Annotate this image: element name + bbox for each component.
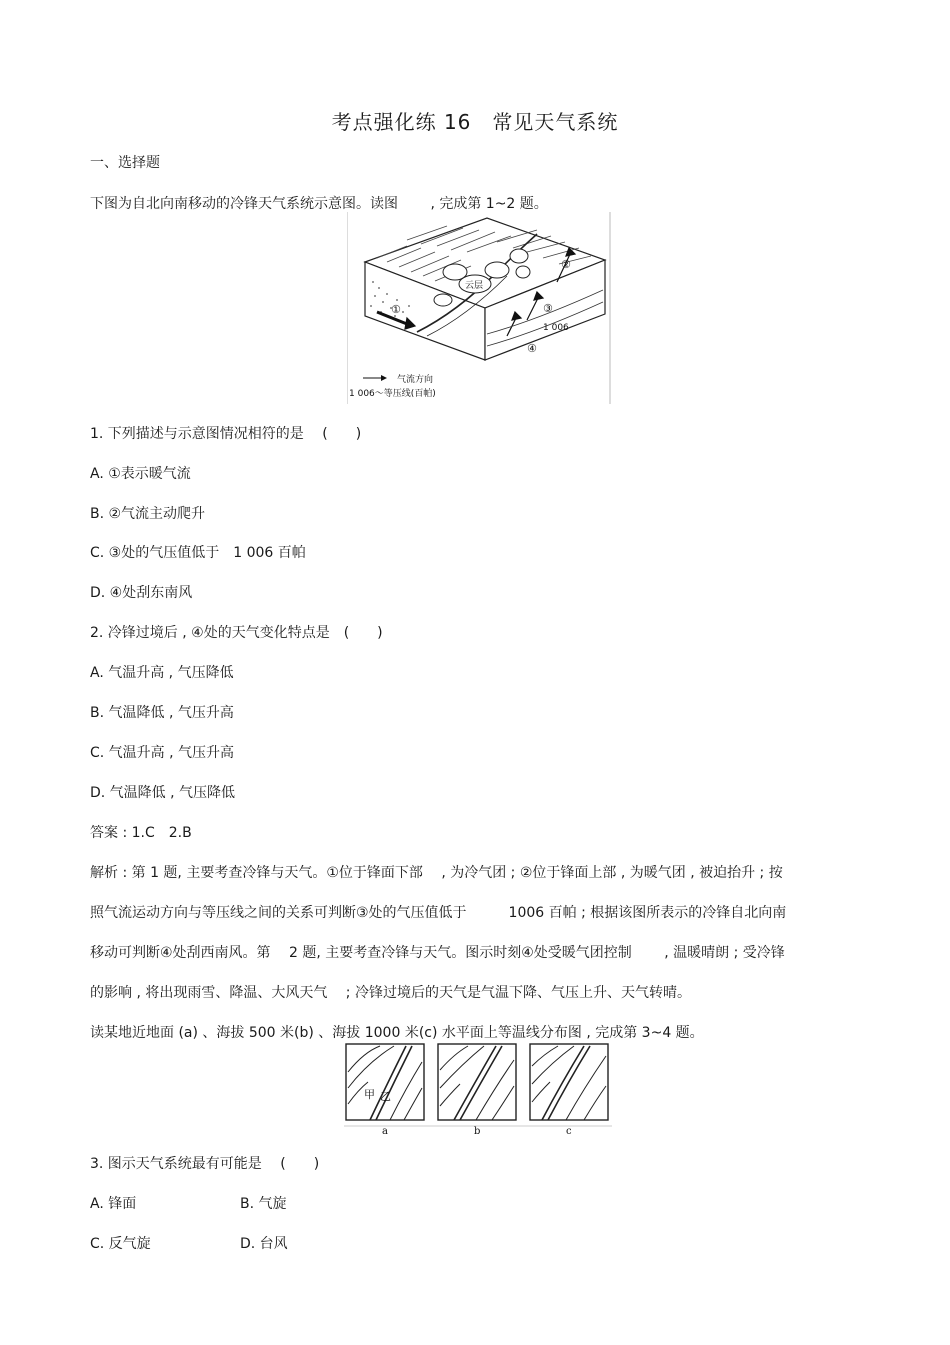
- intro-paragraph-2: 读某地近地面 (a) 、海拔 500 米(b) 、海拔 1000 米(c) 水平面上等温线分布图 , 完成第 3~4 题。: [90, 1025, 704, 1041]
- mark-2: ②: [561, 258, 571, 271]
- page-title: 考点强化练 16 常见天气系统: [331, 110, 619, 134]
- cloud-label: 云层: [465, 281, 484, 291]
- analysis-line-2: 照气流运动方向与等压线之间的关系可判断③处的气压值低于 1006 百帕 ; 根据该图所表示的冷锋自北向南: [90, 905, 787, 921]
- q3-option-d: D. 台风: [240, 1236, 288, 1252]
- mark-1: ①: [391, 303, 401, 316]
- q2-option-a: A. 气温升高 , 气压降低: [90, 665, 234, 681]
- panel-label-a: a: [382, 1126, 388, 1134]
- q1-option-a: A. ①表示暖气流: [90, 466, 191, 482]
- mark-jia: 甲: [364, 1088, 375, 1101]
- intro-paragraph-1: 下图为自北向南移动的冷锋天气系统示意图。读图 , 完成第 1~2 题。: [90, 196, 548, 212]
- q2-option-b: B. 气温降低 , 气压升高: [90, 705, 234, 721]
- q2-stem: 2. 冷锋过境后 , ④处的天气变化特点是 ( ): [90, 625, 383, 641]
- q3-option-c: C. 反气旋: [90, 1236, 151, 1252]
- analysis-line-3: 移动可判断④处刮西南风。第 2 题, 主要考查冷锋与天气。图示时刻④处受暖气团控制 , 温暖晴朗 ; 受冷锋: [90, 945, 785, 961]
- q1-stem: 1. 下列描述与示意图情况相符的是 ( ): [90, 426, 362, 442]
- mark-yi: 乙: [380, 1090, 391, 1103]
- mark-3: ③: [543, 302, 553, 315]
- analysis-line-4: 的影响 , 将出现雨雪、降温、大风天气 ; 冷锋过境后的天气是气温下降、气压上升、天气转晴。: [90, 985, 691, 1001]
- q1-option-d: D. ④处刮东南风: [90, 585, 193, 601]
- cold-front-diagram: [347, 212, 612, 404]
- q2-option-d: D. 气温降低 , 气压降低: [90, 785, 236, 801]
- q3-option-a: A. 锋面: [90, 1196, 137, 1212]
- isotherm-panels: [344, 1042, 612, 1134]
- q2-option-c: C. 气温升高 , 气压升高: [90, 745, 235, 761]
- section-heading: 一、选择题: [90, 155, 160, 171]
- panel-label-b: b: [474, 1126, 481, 1134]
- legend-isobar-label: 1 006～等压线(百帕): [349, 389, 436, 399]
- q3-option-b: B. 气旋: [240, 1196, 287, 1212]
- q1-option-c: C. ③处的气压值低于 1 006 百帕: [90, 545, 306, 561]
- analysis-line-1: 解析 : 第 1 题, 主要考查冷锋与天气。①位于锋面下部 , 为冷气团 ; ②位于锋面上部 , 为暖气团 , 被迫抬升 ; 按: [90, 865, 783, 881]
- isobar-value: 1 006: [543, 323, 569, 333]
- q1-option-b: B. ②气流主动爬升: [90, 506, 206, 522]
- mark-4: ④: [527, 342, 537, 355]
- legend-arrow-label: 气流方向: [397, 375, 434, 385]
- panel-label-c: c: [566, 1126, 572, 1134]
- answer-line: 答案 : 1.C 2.B: [90, 825, 192, 841]
- q3-stem: 3. 图示天气系统最有可能是 ( ): [90, 1156, 320, 1172]
